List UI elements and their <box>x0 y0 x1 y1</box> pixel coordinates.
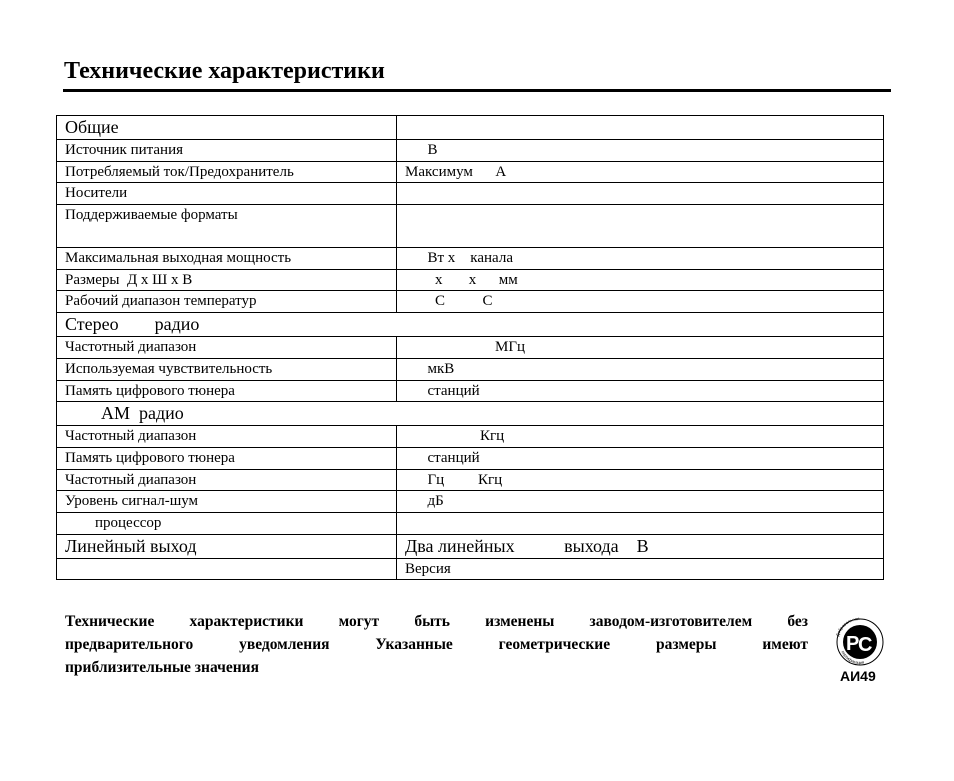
spec-value: Кгц <box>397 426 884 448</box>
spec-value: дБ <box>397 491 884 513</box>
footer-line-2: предварительного уведомления Указанные геометрические размеры имеют <box>65 636 808 653</box>
footer-line-3: приблизительные значения <box>65 659 259 676</box>
spec-label: Источник питания <box>57 140 397 162</box>
table-row <box>57 534 884 558</box>
svg-text:сертификация: сертификация <box>840 649 865 666</box>
spec-label: Носители <box>57 183 397 205</box>
table-row <box>57 512 884 534</box>
spec-value: С С <box>397 291 884 313</box>
spec-label: Используемая чувствительность <box>57 358 397 380</box>
table-row <box>57 291 884 313</box>
table-row <box>57 380 884 402</box>
table-row <box>57 269 884 291</box>
table-row <box>57 313 884 337</box>
table-row <box>57 337 884 359</box>
spec-value: х х мм <box>397 269 884 291</box>
spec-value: В <box>397 140 884 162</box>
spec-label: процессор <box>57 512 397 534</box>
table-row <box>57 491 884 513</box>
spec-value: станций <box>397 447 884 469</box>
table-row <box>57 183 884 205</box>
spec-label <box>57 558 397 580</box>
spec-value: МГц <box>397 337 884 359</box>
spec-label: Уровень сигнал-шум <box>57 491 397 513</box>
spec-value: станций <box>397 380 884 402</box>
svg-text:P: P <box>846 633 860 655</box>
spec-label: Частотный диапазон <box>57 426 397 448</box>
page-title: Технические характеристики <box>64 58 385 84</box>
spec-label: Линейный выход <box>57 534 397 558</box>
spec-label: Рабочий диапазон температур <box>57 291 397 313</box>
spec-label: Общие <box>57 116 397 140</box>
footer-note <box>65 610 808 679</box>
spec-value: Максимум А <box>397 161 884 183</box>
table-row <box>57 248 884 270</box>
spec-value <box>397 512 884 534</box>
table-row <box>57 402 884 426</box>
spec-value: мкВ <box>397 358 884 380</box>
spec-value <box>397 183 884 205</box>
spec-value: Вт х канала <box>397 248 884 270</box>
spec-label: Максимальная выходная мощность <box>57 248 397 270</box>
svg-text:C: C <box>858 634 873 656</box>
title-underline <box>63 89 891 92</box>
footer-line-1: Технические характеристики могут быть изменены заводом-изготовителем без <box>65 613 808 630</box>
table-row <box>57 447 884 469</box>
spec-label: Частотный диапазон <box>57 337 397 359</box>
spec-label: Память цифрового тюнера <box>57 447 397 469</box>
certification-code: АИ49 <box>840 668 876 684</box>
spec-value: Два линейных выхода В <box>397 534 884 558</box>
spec-table <box>56 115 884 580</box>
table-row <box>57 358 884 380</box>
table-row <box>57 116 884 140</box>
spec-value <box>397 205 884 248</box>
spec-label: Частотный диапазон <box>57 469 397 491</box>
spec-label: АМ радио <box>57 402 884 426</box>
spec-label: Память цифрового тюнера <box>57 380 397 402</box>
spec-label: Потребляемый ток/Предохранитель <box>57 161 397 183</box>
spec-value <box>397 116 884 140</box>
spec-label: Размеры Д х Ш х В <box>57 269 397 291</box>
table-row <box>57 140 884 162</box>
table-row <box>57 426 884 448</box>
spec-value: Версия <box>397 558 884 580</box>
table-row <box>57 205 884 248</box>
spec-label: Поддерживаемые форматы <box>57 205 397 248</box>
cert-arc-text: Добровольная <box>834 615 860 637</box>
table-row <box>57 558 884 580</box>
spec-value: Гц Кгц <box>397 469 884 491</box>
table-row <box>57 161 884 183</box>
table-row <box>57 469 884 491</box>
spec-label: Стерео радио <box>57 313 884 337</box>
